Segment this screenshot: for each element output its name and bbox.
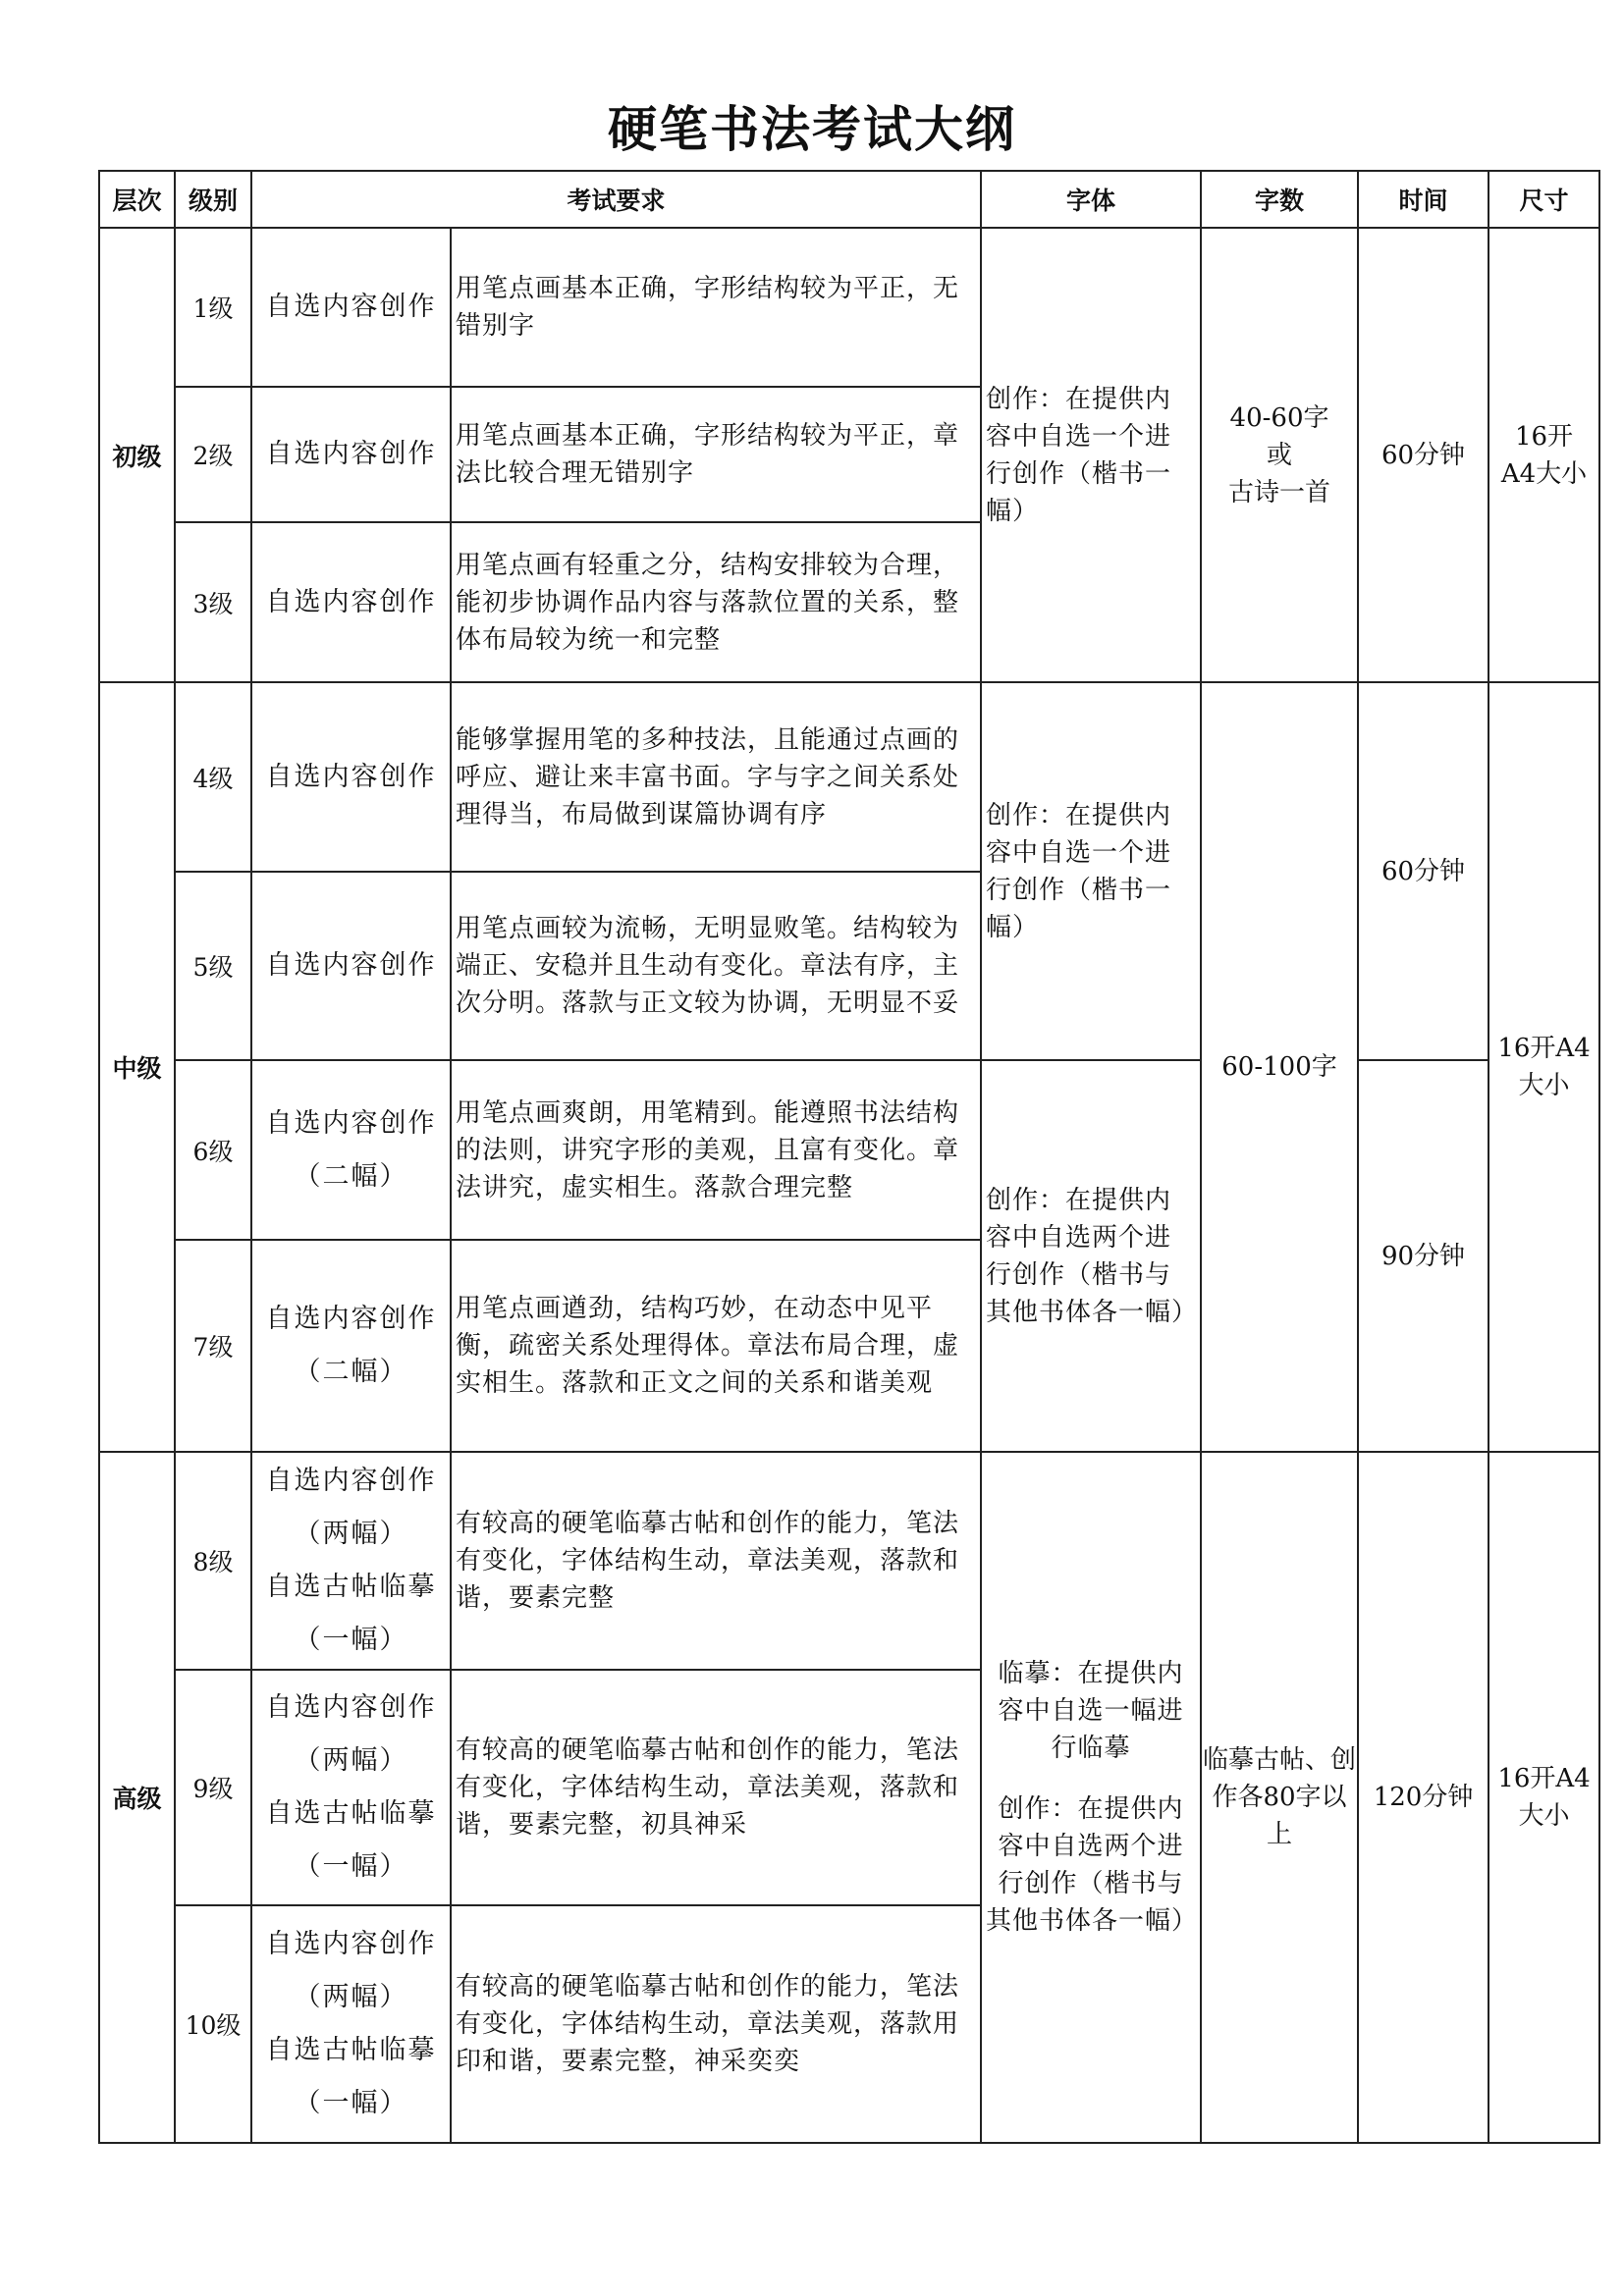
exam-table <box>98 170 1600 2144</box>
mode-cell: 自选内容创作 <box>251 872 451 1060</box>
mode-cell: 自选内容创作 <box>251 682 451 872</box>
level-cell: 6级 <box>175 1060 251 1240</box>
table-row <box>99 228 1599 387</box>
level-cell: 7级 <box>175 1240 251 1452</box>
level-cell: 8级 <box>175 1452 251 1670</box>
count-intermediate: 60-100字 <box>1201 682 1358 1452</box>
time-advanced: 120分钟 <box>1358 1452 1489 2143</box>
level-cell: 9级 <box>175 1670 251 1905</box>
time-level4-5: 60分钟 <box>1358 682 1489 1060</box>
page-title: 硬笔书法考试大纲 <box>608 101 1016 158</box>
header-requirement: 考试要求 <box>251 171 981 228</box>
size-intermediate: 16开A4 大小 <box>1489 682 1599 1452</box>
mode-cell: 自选内容创作 （二幅） <box>251 1240 451 1452</box>
stage-beginner: 初级 <box>99 228 175 682</box>
time-level6-7: 90分钟 <box>1358 1060 1489 1452</box>
level-cell: 4级 <box>175 682 251 872</box>
mode-cell: 自选内容创作 <box>251 522 451 682</box>
font-beginner: 创作：在提供内容中自选一个进行创作（楷书一幅） <box>981 228 1201 682</box>
mode-cell: 自选内容创作 （两幅） 自选古帖临摹 （一幅） <box>251 1670 451 1905</box>
font-level4-5: 创作：在提供内容中自选一个进行创作（楷书一幅） <box>981 682 1201 1060</box>
requirement-cell: 用笔点画爽朗，用笔精到。能遵照书法结构的法则，讲究字形的美观，且富有变化。章法讲究，虚实相生。落款合理完整 <box>451 1060 981 1240</box>
requirement-cell: 有较高的硬笔临摹古帖和创作的能力，笔法有变化，字体结构生动，章法美观，落款和谐，要素完整 <box>451 1452 981 1670</box>
mode-cell: 自选内容创作 （两幅） 自选古帖临摹 （一幅） <box>251 1905 451 2143</box>
table-row <box>99 682 1599 872</box>
header-level: 级别 <box>175 171 251 228</box>
stage-advanced: 高级 <box>99 1452 175 2143</box>
requirement-cell: 用笔点画遒劲，结构巧妙，在动态中见平衡，疏密关系处理得体。章法布局合理，虚实相生。落款和正文之间的关系和谐美观 <box>451 1240 981 1452</box>
requirement-cell: 能够掌握用笔的多种技法，且能通过点画的呼应、避让来丰富书面。字与字之间关系处理得当，布局做到谋篇协调有序 <box>451 682 981 872</box>
header-count: 字数 <box>1201 171 1358 228</box>
header-time: 时间 <box>1358 171 1489 228</box>
level-cell: 1级 <box>175 228 251 387</box>
mode-cell: 自选内容创作 （两幅） 自选古帖临摹 （一幅） <box>251 1452 451 1670</box>
font-level6-7: 创作：在提供内容中自选两个进行创作（楷书与其他书体各一幅） <box>981 1060 1201 1452</box>
table-row <box>99 1452 1599 1670</box>
mode-cell: 自选内容创作 <box>251 387 451 522</box>
mode-cell: 自选内容创作 （二幅） <box>251 1060 451 1240</box>
level-cell: 2级 <box>175 387 251 522</box>
level-cell: 3级 <box>175 522 251 682</box>
table-row <box>99 1060 1599 1240</box>
requirement-cell: 用笔点画基本正确，字形结构较为平正，章法比较合理无错别字 <box>451 387 981 522</box>
size-advanced: 16开A4 大小 <box>1489 1452 1599 2143</box>
requirement-cell: 有较高的硬笔临摹古帖和创作的能力，笔法有变化，字体结构生动，章法美观，落款和谐，要素完整，初具神采 <box>451 1670 981 1905</box>
header-row <box>99 171 1599 228</box>
mode-cell: 自选内容创作 <box>251 228 451 387</box>
header-size: 尺寸 <box>1489 171 1599 228</box>
header-stage: 层次 <box>99 171 175 228</box>
time-beginner: 60分钟 <box>1358 228 1489 682</box>
requirement-cell: 有较高的硬笔临摹古帖和创作的能力，笔法有变化，字体结构生动，章法美观，落款用印和谐，要素完整，神采奕奕 <box>451 1905 981 2143</box>
stage-intermediate: 中级 <box>99 682 175 1452</box>
font-advanced: 临摹：在提供内容中自选一幅进行临摹 创作：在提供内容中自选两个进行创作（楷书与其他书体各一幅） <box>981 1452 1201 2143</box>
level-cell: 5级 <box>175 872 251 1060</box>
requirement-cell: 用笔点画有轻重之分，结构安排较为合理，能初步协调作品内容与落款位置的关系，整体布局较为统一和完整 <box>451 522 981 682</box>
header-font: 字体 <box>981 171 1201 228</box>
count-advanced: 临摹古帖、创作各80字以上 <box>1201 1452 1358 2143</box>
count-beginner: 40-60字 或 古诗一首 <box>1201 228 1358 682</box>
requirement-cell: 用笔点画较为流畅，无明显败笔。结构较为端正、安稳并且生动有变化。章法有序，主次分明。落款与正文较为协调，无明显不妥 <box>451 872 981 1060</box>
level-cell: 10级 <box>175 1905 251 2143</box>
requirement-cell: 用笔点画基本正确，字形结构较为平正，无错别字 <box>451 228 981 387</box>
size-beginner: 16开 A4大小 <box>1489 228 1599 682</box>
